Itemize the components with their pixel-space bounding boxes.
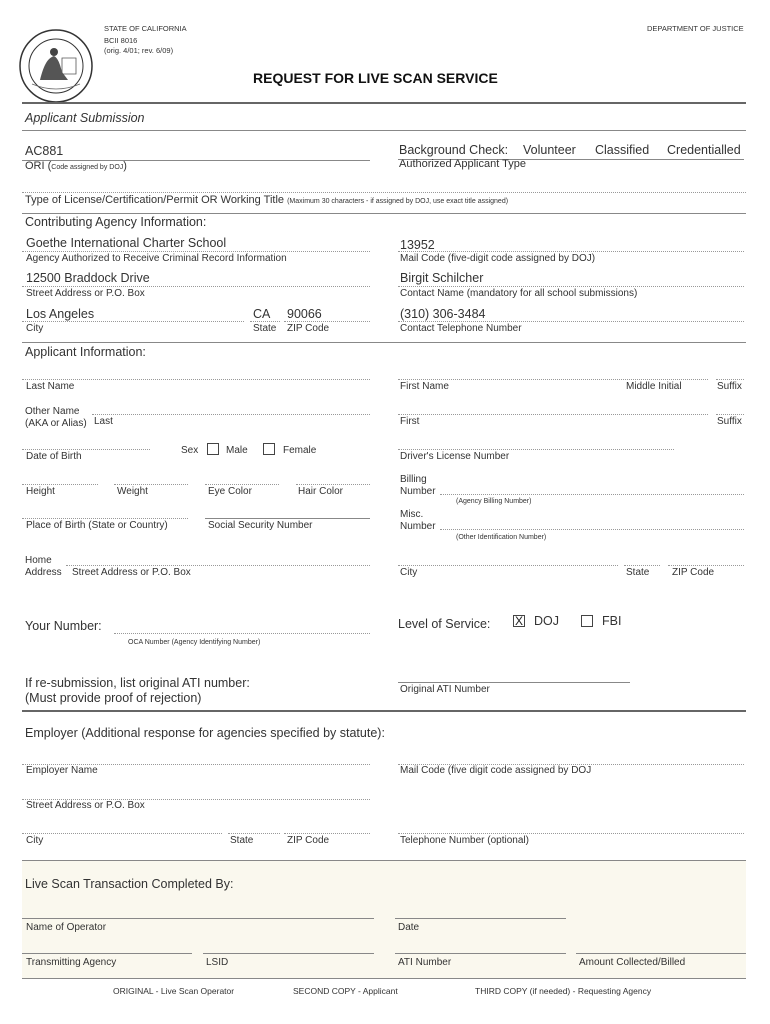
mail-code-field-line	[398, 251, 744, 252]
footer-second-copy: SECOND COPY - Applicant	[293, 986, 398, 996]
other-name-label: Other Name	[25, 406, 80, 417]
alias-last-label: Last	[94, 416, 113, 427]
suffix-field-line[interactable]	[716, 379, 744, 380]
proof-of-rejection-label: (Must provide proof of rejection)	[25, 691, 202, 705]
street-label: Street Address or P.O. Box	[26, 288, 145, 299]
section-applicant-information: Applicant Information:	[25, 345, 146, 359]
phone-value[interactable]: (310) 306-3484	[400, 307, 486, 321]
billing-field-line[interactable]	[440, 494, 744, 495]
your-number-field-line[interactable]	[114, 633, 370, 634]
operator-field-line[interactable]	[22, 918, 374, 919]
home-state-label: State	[626, 567, 650, 578]
eye-color-field-line[interactable]	[205, 484, 279, 485]
dl-field-line[interactable]	[398, 449, 674, 450]
date-label: Date	[398, 922, 420, 933]
home-street-label: Street Address or P.O. Box	[72, 567, 191, 578]
sex-label: Sex	[181, 445, 199, 456]
agency-value[interactable]: Goethe International Charter School	[26, 236, 227, 250]
home-zip-field-line[interactable]	[668, 565, 744, 566]
mail-code-value[interactable]: 13952	[400, 238, 435, 252]
employer-city-label: City	[26, 835, 44, 846]
male-checkbox[interactable]	[207, 443, 219, 455]
divider	[22, 102, 746, 104]
section-live-scan: Live Scan Transaction Completed By:	[25, 877, 234, 891]
billing-note: (Agency Billing Number)	[456, 498, 532, 505]
oca-note: OCA Number (Agency Identifying Number)	[128, 639, 261, 646]
last-name-field-line[interactable]	[22, 379, 370, 380]
divider	[22, 213, 746, 214]
city-value[interactable]: Los Angeles	[26, 307, 95, 321]
agency-label: Agency Authorized to Receive Criminal Record Information	[26, 253, 287, 264]
weight-label: Weight	[117, 486, 148, 497]
employer-zip-label: ZIP Code	[287, 835, 330, 846]
height-field-line[interactable]	[22, 484, 98, 485]
state-field-line	[250, 321, 280, 322]
phone-field-line	[398, 321, 744, 322]
type-classified[interactable]: Classified	[595, 143, 650, 157]
pob-label: Place of Birth (State or Country)	[26, 520, 168, 531]
home-label: Home	[25, 555, 52, 566]
state-name: STATE OF CALIFORNIA	[104, 24, 187, 33]
lsid-label: LSID	[206, 957, 229, 968]
ori-label: ORI (Code assigned by DOJ)	[25, 160, 127, 172]
pob-field-line[interactable]	[22, 518, 188, 519]
employer-mail-code-label: Mail Code (five digit code assigned by DOJ	[400, 765, 592, 776]
ssn-field-line[interactable]	[205, 518, 370, 519]
female-label: Female	[283, 445, 317, 456]
original-ati-label: Original ATI Number	[400, 684, 490, 695]
employer-phone-label: Telephone Number (optional)	[400, 835, 529, 846]
doj-checkbox[interactable]: X	[514, 614, 523, 628]
ssn-label: Social Security Number	[208, 520, 313, 531]
employer-phone-field-line[interactable]	[398, 833, 744, 834]
home-street-field-line[interactable]	[66, 565, 370, 566]
section-contributing-agency: Contributing Agency Information:	[25, 215, 207, 229]
zip-label: ZIP Code	[287, 323, 330, 334]
male-label: Male	[226, 445, 248, 456]
alias-last-field-line[interactable]	[92, 414, 370, 415]
zip-value[interactable]: 90066	[287, 307, 322, 321]
department-name: DEPARTMENT OF JUSTICE	[647, 24, 744, 33]
dob-field-line[interactable]	[22, 449, 150, 450]
hair-color-label: Hair Color	[298, 486, 344, 497]
mail-code-label: Mail Code (five-digit code assigned by DOJ)	[400, 253, 596, 264]
contact-label: Contact Name (mandatory for all school submissions)	[400, 288, 638, 299]
phone-label: Contact Telephone Number	[400, 323, 522, 334]
contact-field-line	[398, 286, 744, 287]
operator-label: Name of Operator	[26, 922, 107, 933]
hair-color-field-line[interactable]	[296, 484, 370, 485]
employer-state-field-line[interactable]	[228, 833, 280, 834]
eye-color-label: Eye Color	[208, 486, 252, 497]
last-name-label: Last Name	[26, 381, 75, 392]
license-label: Type of License/Certification/Permit OR Working Title (Maximum 30 characters - if assigned by DOJ, use exact title assigned)	[25, 194, 509, 206]
suffix-label: Suffix	[717, 381, 742, 392]
divider	[22, 978, 746, 979]
state-label: State	[253, 323, 277, 334]
authorized-applicant-type-label: Authorized Applicant Type	[399, 158, 526, 170]
misc-label: Misc.	[400, 509, 424, 520]
agency-field-line	[22, 251, 370, 252]
ati-number-field-line[interactable]	[395, 953, 566, 954]
license-field-line[interactable]	[22, 192, 746, 193]
misc-field-line[interactable]	[440, 529, 744, 530]
weight-field-line[interactable]	[114, 484, 188, 485]
amount-label: Amount Collected/Billed	[579, 957, 686, 968]
employer-city-field-line[interactable]	[22, 833, 222, 834]
first-name-label: First Name	[400, 381, 449, 392]
alias-suffix-label: Suffix	[717, 416, 742, 427]
city-field-line	[22, 321, 244, 322]
your-number-label: Your Number:	[25, 619, 102, 633]
section-applicant-submission: Applicant Submission	[25, 111, 145, 125]
form-id: BCII 8016	[104, 36, 138, 45]
home-city-field-line[interactable]	[398, 565, 618, 566]
home-city-label: City	[400, 567, 418, 578]
height-label: Height	[26, 486, 55, 497]
footer-third-copy: THIRD COPY (if needed) - Requesting Agency	[475, 986, 652, 996]
street-field-line	[22, 286, 370, 287]
state-seal	[18, 28, 94, 104]
employer-street-label: Street Address or P.O. Box	[26, 800, 145, 811]
home-state-field-line[interactable]	[624, 565, 660, 566]
zip-field-line	[284, 321, 370, 322]
footer-original: ORIGINAL - Live Scan Operator	[113, 986, 235, 996]
alias-first-label: First	[400, 416, 420, 427]
seal-icon	[18, 28, 94, 104]
dl-label: Driver's License Number	[400, 451, 510, 462]
lsid-field-line[interactable]	[203, 953, 374, 954]
misc-note: (Other Identification Number)	[456, 534, 547, 541]
type-credentialled[interactable]: Credentialled	[667, 143, 741, 157]
ati-number-label: ATI Number	[398, 957, 452, 968]
address-label: Address	[25, 567, 62, 578]
state-value[interactable]: CA	[253, 307, 271, 321]
employer-zip-field-line[interactable]	[284, 833, 370, 834]
divider	[22, 130, 746, 131]
ori-value[interactable]: AC881	[25, 144, 64, 158]
transmitting-agency-field-line[interactable]	[22, 953, 192, 954]
employer-state-label: State	[230, 835, 254, 846]
employer-name-label: Employer Name	[26, 765, 98, 776]
original-ati-field-line[interactable]	[398, 682, 630, 683]
doj-label: DOJ	[534, 614, 559, 628]
street-value[interactable]: 12500 Braddock Drive	[26, 271, 150, 285]
billing-label: Billing	[400, 474, 427, 485]
amount-field-line[interactable]	[576, 953, 746, 954]
alias-first-field-line[interactable]	[398, 414, 708, 415]
level-of-service-label: Level of Service:	[398, 617, 491, 631]
contact-value[interactable]: Birgit Schilcher	[400, 271, 484, 285]
city-label: City	[26, 323, 44, 334]
misc-number-label: Number	[400, 521, 436, 532]
middle-initial-label: Middle Initial	[626, 381, 682, 392]
fbi-label: FBI	[602, 614, 622, 628]
transmitting-agency-label: Transmitting Agency	[26, 957, 117, 968]
section-employer: Employer (Additional response for agencies specified by statute):	[25, 726, 385, 740]
divider	[22, 710, 746, 712]
divider	[22, 342, 746, 343]
dob-label: Date of Birth	[26, 451, 82, 462]
billing-number-label: Number	[400, 486, 436, 497]
background-check-label: Background Check:	[399, 143, 509, 157]
date-field-line[interactable]	[395, 918, 566, 919]
first-name-field-line[interactable]	[398, 379, 708, 380]
home-zip-label: ZIP Code	[672, 567, 715, 578]
resubmission-label: If re-submission, list original ATI number:	[25, 676, 250, 690]
alias-suffix-field-line[interactable]	[716, 414, 744, 415]
form-revision: (orig. 4/01; rev. 6/09)	[104, 46, 174, 55]
female-checkbox[interactable]	[263, 443, 275, 455]
type-volunteer[interactable]: Volunteer	[523, 143, 576, 157]
fbi-checkbox[interactable]	[581, 615, 593, 627]
page-title: REQUEST FOR LIVE SCAN SERVICE	[253, 70, 498, 86]
aka-label: (AKA or Alias)	[25, 418, 87, 429]
